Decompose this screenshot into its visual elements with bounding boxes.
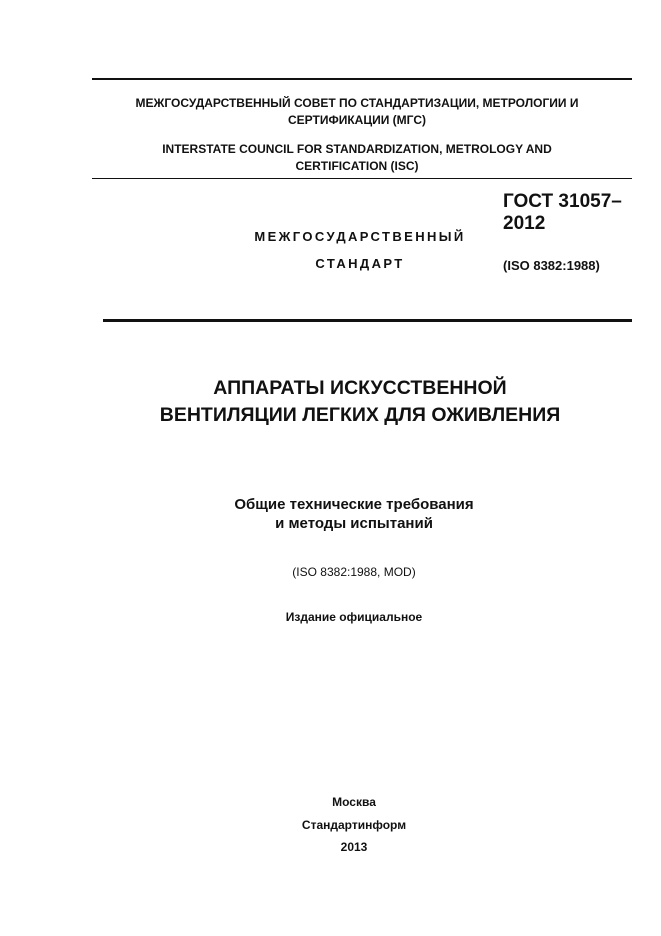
gost-number-line1: ГОСТ 31057– xyxy=(503,191,622,212)
edition-label: Издание официальное xyxy=(285,610,423,624)
imprint-city: Москва xyxy=(332,795,376,809)
iso-reference: (ISO 8382:1988) xyxy=(503,258,600,273)
document-subtitle-line2: и методы испытаний xyxy=(275,515,433,532)
imprint-year: 2013 xyxy=(340,840,368,854)
iso-mod-reference: (ISO 8382:1988, MOD) xyxy=(292,565,416,579)
gost-number-line2: 2012 xyxy=(503,213,546,234)
council-ru-line1: МЕЖГОСУДАРСТВЕННЫЙ СОВЕТ ПО СТАНДАРТИЗАЦИИ, МЕТРОЛОГИИ И xyxy=(135,96,579,110)
council-rule xyxy=(92,178,632,179)
document-title-line1: АППАРАТЫ ИСКУССТВЕННОЙ xyxy=(213,377,507,399)
header-bottom-rule xyxy=(103,319,632,322)
document-subtitle-line1: Общие технические требования xyxy=(234,496,474,513)
council-ru-line2: СЕРТИФИКАЦИИ (МГС) xyxy=(288,113,426,127)
document-title-line2: ВЕНТИЛЯЦИИ ЛЕГКИХ ДЛЯ ОЖИВЛЕНИЯ xyxy=(159,404,561,426)
imprint-publisher: Стандартинформ xyxy=(301,818,407,832)
standard-type-line1: МЕЖГОСУДАРСТВЕННЫЙ xyxy=(254,229,466,244)
standard-type-line2: СТАНДАРТ xyxy=(315,256,405,271)
council-en-line2: CERTIFICATION (ISC) xyxy=(295,159,419,173)
top-rule xyxy=(92,78,632,80)
council-en-line1: INTERSTATE COUNCIL FOR STANDARDIZATION, METROLOGY AND xyxy=(162,142,552,156)
